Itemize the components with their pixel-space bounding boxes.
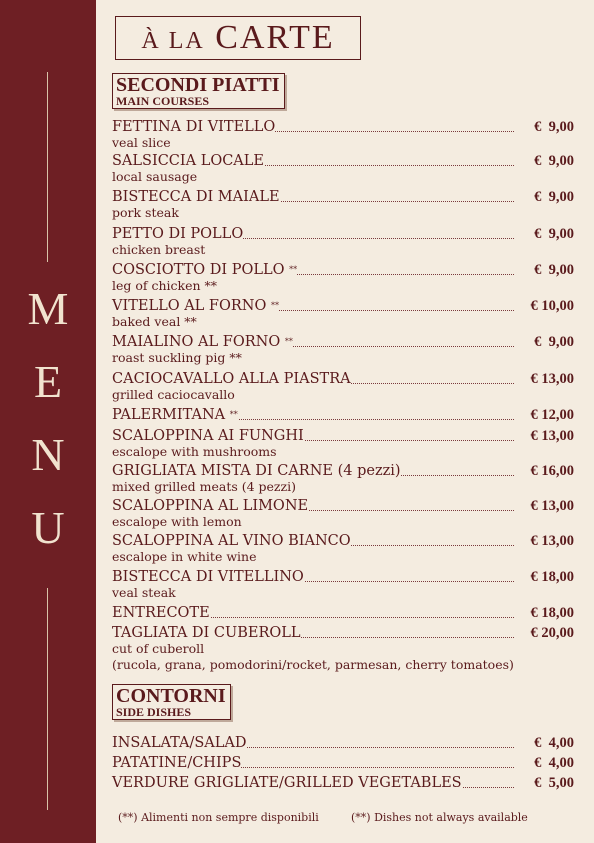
item-price: € 13,00: [516, 532, 574, 550]
sidebar-letter-u: U: [31, 502, 65, 553]
secondi-item-name: [112, 427, 304, 445]
title-prefix: À LA: [141, 28, 205, 54]
secondi-item-name: [112, 462, 401, 480]
secondi-item-row: [112, 118, 574, 138]
secondi-item-name: [112, 604, 210, 622]
section-contorni-subtitle: SIDE DISHES: [116, 705, 192, 719]
item-price: € 13,00: [516, 370, 574, 388]
item-price: € 9,00: [516, 118, 574, 136]
footnote-english: (**) Dishes not always available: [351, 811, 528, 824]
item-name-text: GRIGLIATA MISTA DI CARNE (4 pezzi): [112, 463, 401, 479]
item-translation: (rucola, grana, pomodorini/rocket, parmesan, cherry tomatoes): [112, 657, 514, 672]
item-translation: local sausage: [112, 169, 198, 184]
item-name-text: TAGLIATA DI CUBEROLL: [112, 625, 301, 641]
secondi-item-row: [112, 188, 574, 208]
item-translation: baked veal **: [112, 314, 197, 329]
item-translation: leg of chicken **: [112, 278, 218, 293]
item-price: € 9,00: [516, 152, 574, 170]
item-translation: mixed grilled meats (4 pezzi): [112, 479, 296, 494]
section-contorni-header: [112, 684, 231, 720]
availability-marker: **: [289, 265, 298, 274]
item-name-text: PETTO DI POLLO: [112, 226, 244, 242]
secondi-item-name: [112, 624, 301, 642]
secondi-item-name: [112, 406, 238, 424]
secondi-item-name: [112, 370, 351, 388]
item-price: € 9,00: [516, 333, 574, 351]
item-name-text: MAIALINO AL FORNO: [112, 334, 281, 350]
secondi-item-name: [112, 568, 304, 586]
secondi-item-name: [112, 188, 280, 206]
item-price: € 9,00: [516, 188, 574, 206]
item-price: € 4,00: [516, 754, 574, 772]
sidebar-letter-n: N: [31, 429, 65, 480]
secondi-item-name: [112, 118, 275, 136]
secondi-item-name: [112, 225, 243, 243]
item-price: € 18,00: [516, 568, 574, 586]
item-name-text: SCALOPPINA AL LIMONE: [112, 498, 309, 514]
section-secondi-header: [112, 73, 285, 109]
secondi-item-name: [112, 152, 264, 170]
item-name-text: PATATINE/CHIPS: [112, 755, 242, 771]
item-name-text: PALERMITANA: [112, 407, 226, 423]
item-price: € 10,00: [516, 297, 574, 315]
title-main: CARTE: [215, 19, 335, 56]
section-secondi-subtitle: MAIN COURSES: [116, 94, 210, 108]
contorni-item-name: [112, 774, 462, 792]
item-translation: escalope with lemon: [112, 514, 242, 529]
secondi-item-row: [112, 604, 574, 624]
item-name-text: CACIOCAVALLO ALLA PIASTRA: [112, 371, 351, 387]
item-name-text: VERDURE GRIGLIATE/GRILLED VEGETABLES: [112, 775, 462, 791]
item-price: € 16,00: [516, 462, 574, 480]
contorni-item-row: [112, 754, 574, 774]
item-name-text: COSCIOTTO DI POLLO: [112, 262, 285, 278]
sidebar-letter-m: M: [27, 283, 69, 334]
page-title: [115, 16, 361, 60]
item-translation: escalope in white wine: [112, 549, 257, 564]
item-name-text: ENTRECOTE: [112, 605, 210, 621]
item-name-text: FETTINA DI VITELLO: [112, 119, 276, 135]
item-price: € 12,00: [516, 406, 574, 424]
secondi-item-row: [112, 568, 574, 588]
secondi-item-name: [112, 497, 308, 515]
item-price: € 13,00: [516, 497, 574, 515]
item-price: € 13,00: [516, 427, 574, 445]
item-translation: veal steak: [112, 585, 176, 600]
item-price: € 9,00: [516, 225, 574, 243]
item-name-text: SCALOPPINA AL VINO BIANCO: [112, 533, 351, 549]
secondi-item-name: [112, 532, 351, 550]
secondi-item-name: [112, 297, 279, 315]
contorni-item-row: [112, 734, 574, 754]
menu-sidebar: [0, 0, 96, 843]
item-name-text: INSALATA/SALAD: [112, 735, 247, 751]
item-translation: pork steak: [112, 205, 179, 220]
item-name-text: BISTECCA DI VITELLINO: [112, 569, 304, 585]
item-price: € 9,00: [516, 261, 574, 279]
item-price: € 5,00: [516, 774, 574, 792]
item-name-text: VITELLO AL FORNO: [112, 298, 267, 314]
availability-marker: **: [229, 410, 238, 419]
item-translation: grilled caciocavallo: [112, 387, 235, 402]
availability-marker: **: [270, 301, 279, 310]
item-translation: veal slice: [112, 135, 171, 150]
item-price: € 20,00: [516, 624, 574, 642]
item-name-text: SCALOPPINA AI FUNGHI: [112, 428, 304, 444]
sidebar-divider-top: [47, 72, 48, 262]
item-translation: chicken breast: [112, 242, 206, 257]
item-price: € 4,00: [516, 734, 574, 752]
secondi-item-name: [112, 261, 297, 279]
sidebar-letter-e: E: [33, 356, 63, 407]
contorni-item-name: [112, 754, 241, 772]
contorni-item-name: [112, 734, 247, 752]
item-name-text: SALSICCIA LOCALE: [112, 153, 264, 169]
item-name-text: BISTECCA DI MAIALE: [112, 189, 280, 205]
sidebar-divider-bottom: [47, 588, 48, 810]
footnote-italian: (**) Alimenti non sempre disponibili: [118, 811, 319, 824]
item-translation: cut of cuberoll: [112, 641, 205, 656]
section-secondi-title: SECONDI PIATTI: [116, 74, 280, 96]
item-price: € 18,00: [516, 604, 574, 622]
section-contorni-title: CONTORNI: [116, 685, 226, 707]
secondi-item-name: [112, 333, 293, 351]
secondi-item-row: [112, 406, 574, 426]
availability-marker: **: [284, 337, 293, 346]
item-translation: roast suckling pig **: [112, 350, 242, 365]
item-translation: escalope with mushrooms: [112, 444, 277, 459]
contorni-item-row: [112, 774, 574, 794]
